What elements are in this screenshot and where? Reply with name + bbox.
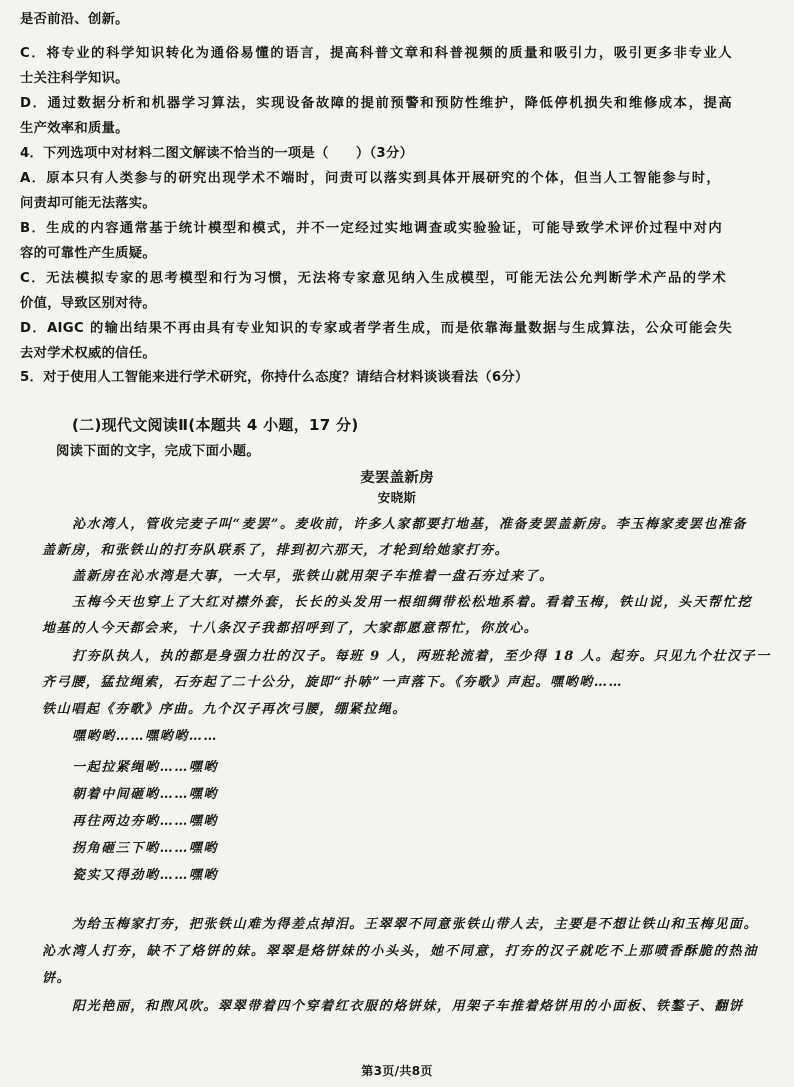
song-line: 拐角砸三下哟……嘿哟 — [72, 841, 219, 856]
paragraph-6-line-2: 沁水湾人打夯，缺不了烙饼的妹。翠翠是烙饼妹的小头头，她不同意，打夯的汉子就吃不上那喷香酥脆的热油 — [42, 944, 758, 959]
q5-stem: 5．对于使用人工智能来进行学术研究，你持什么态度？请结合材料谈谈看法（6分） — [20, 370, 529, 385]
paragraph-7-line-1: 阳光艳丽，和煦风吹。翠翠带着四个穿着红衣服的烙饼妹，用架子车推着烙饼用的小面板、铁鏊子、翻饼 — [72, 999, 744, 1014]
paragraph-5: 铁山唱起《夯歌》序曲。九个汉子再次弓腰，绷紧拉绳。 — [42, 702, 408, 717]
q3-option-c: C．将专业的科学知识转化为通俗易懂的语言，提高科普文章和科普视频的质量和吸引力，吸引更多非专业人 — [20, 46, 732, 61]
q4-option-c-cont: 价值，导致区别对待。 — [20, 296, 156, 311]
q3-option-c-cont: 士关注科学知识。 — [20, 71, 129, 86]
paragraph-2: 盖新房在沁水湾是大事，一大早，张铁山就用架子车推着一盘石夯过来了。 — [72, 569, 554, 584]
paragraph-1-line-1: 沁水湾人，管收完麦子叫“麦罢”。麦收前，许多人家都要打地基，准备麦罢盖新房。李玉梅家麦罢也准备 — [72, 517, 748, 532]
q4-option-b-cont: 容的可靠性产生质疑。 — [20, 246, 156, 261]
q4-option-a-cont: 问责却可能无法落实。 — [20, 196, 156, 211]
q4-option-d-cont: 去对学术权威的信任。 — [20, 346, 156, 361]
song-line: 一起拉紧绳哟……嘿哟 — [72, 760, 219, 775]
q4-stem: 4．下列选项中对材料二图文解读不恰当的一项是（ ）（3分） — [20, 146, 414, 161]
q4-option-b: B．生成的内容通常基于统计模型和模式，并不一定经过实地调查或实验验证，可能导致学术评价过程中对内 — [20, 221, 722, 236]
q4-option-c: C．无法模拟专家的思考模型和行为习惯，无法将专家意见纳入生成模型，可能无法公允判断学术产品的学术 — [20, 271, 726, 286]
paragraph-6-line-1: 为给玉梅家打夯，把张铁山难为得差点掉泪。王翠翠不同意张铁山带人去，主要是不想让铁山和玉梅见面。 — [72, 917, 759, 932]
paragraph-3-line-1: 玉梅今天也穿上了大红对襟外套，长长的头发用一根细绸带松松地系着。看着玉梅，铁山说，头天帮忙挖 — [72, 595, 752, 610]
paragraph-4-line-2: 齐弓腰，猛拉绳索，石夯起了二十公分，旋即“扑哧”一声落下。《夯歌》声起。嘿哟哟…… — [42, 675, 624, 690]
q4-option-d: D．AIGC 的输出结果不再由具有专业知识的专家或者学者生成，而是依靠海量数据与生成算法，公众可能会失 — [20, 321, 732, 336]
section-intro: 阅读下面的文字，完成下面小题。 — [56, 444, 260, 459]
section-title: (二)现代文阅读Ⅱ(本题共 4 小题，17 分) — [72, 416, 359, 434]
q4-option-a: A．原本只有人类参与的研究出现学术不端时，问责可以落实到具体开展研究的个体，但当人工智能参与时， — [20, 171, 720, 186]
paragraph-1-line-2: 盖新房，和张铁山的打夯队联系了，排到初六那天，才轮到给她家打夯。 — [42, 543, 510, 558]
paragraph-3-line-2: 地基的人今天都会来，十八条汉子我都招呼到了，大家都愿意帮忙，你放心。 — [42, 621, 539, 636]
song-line: 再往两边夯哟……嘿哟 — [72, 814, 219, 829]
paragraph-4-line-1: 打夯队执人，执的都是身强力壮的汉子。每班 9 人，两班轮流着，至少得 18 人。起夯。只见九个壮汉子一 — [72, 649, 771, 664]
q3-option-d-cont: 生产效率和质量。 — [20, 121, 129, 136]
song-line: 朝着中间砸哟……嘿哟 — [72, 787, 219, 802]
song-line: 瓷实又得劲哟……嘿哟 — [72, 868, 219, 883]
paragraph-6-line-3: 饼。 — [42, 971, 72, 986]
article-author: 安晓斯 — [377, 490, 417, 505]
song-line: 嘿哟哟……嘿哟哟…… — [72, 729, 218, 744]
q3-option-d: D．通过数据分析和机器学习算法，实现设备故障的提前预警和预防性维护，降低停机损失和维修成本，提高 — [20, 96, 732, 111]
q3-tail-line: 是否前沿、创新。 — [20, 12, 129, 27]
page-number: 第3页/共8页 — [361, 1064, 433, 1078]
article-title: 麦罢盖新房 — [360, 469, 434, 486]
